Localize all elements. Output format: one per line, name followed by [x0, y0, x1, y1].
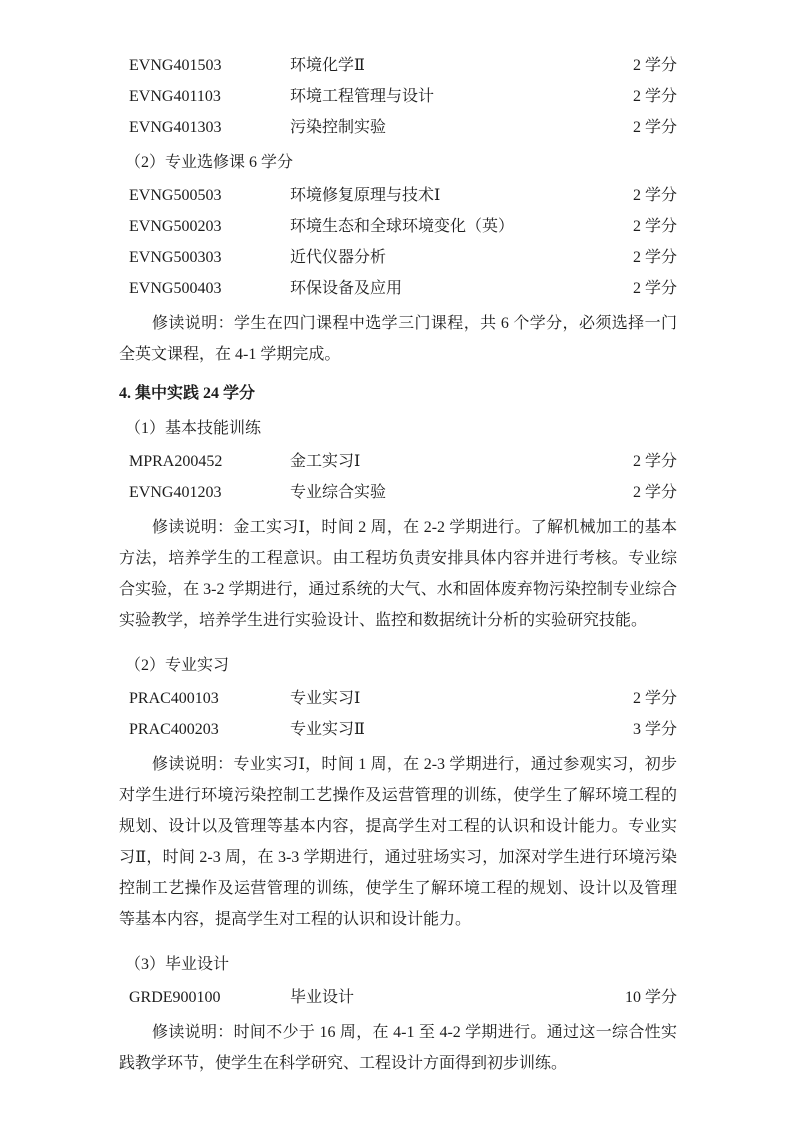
course-credits: 2 学分: [632, 249, 677, 266]
course-name: 环保设备及应用: [290, 280, 403, 297]
course-row: [119, 112, 677, 143]
course-code: EVNG500503: [129, 187, 222, 204]
course-name: 环境化学Ⅱ: [290, 57, 365, 74]
paragraph: 修读说明：金工实习Ⅰ，时间 2 周，在 2-2 学期进行。了解机械加工的基本方法，培养学生的工程意识。由工程坊负责安排具体内容并进行考核。专业综合实验，在 3-2 学期进行，通过系统的大气、水和固体废弃物污染控制专业综合实验教学，培养学生进行实验设计、监控和数据统计分析的实验研究技能。: [119, 519, 677, 629]
course-credits: 2 学分: [632, 218, 677, 235]
course-row: [119, 982, 677, 1013]
course-credits: 10 学分: [624, 989, 677, 1006]
course-row: [119, 683, 677, 714]
course-name: 环境工程管理与设计: [290, 88, 435, 105]
course-row: [119, 273, 677, 304]
course-code: MPRA200452: [129, 453, 223, 470]
course-name: 专业综合实验: [290, 484, 387, 501]
section-heading: 4. 集中实践 24 学分: [119, 385, 256, 402]
course-code: EVNG401503: [129, 57, 222, 74]
subsection-heading: （2）专业实习: [125, 657, 230, 674]
course-name: 环境生态和全球环境变化（英）: [290, 218, 515, 235]
course-row: [119, 180, 677, 211]
course-code: EVNG401103: [129, 88, 221, 105]
course-credits: 2 学分: [632, 119, 677, 136]
course-credits: 2 学分: [632, 88, 677, 105]
course-code: EVNG500403: [129, 280, 222, 297]
course-name: 近代仪器分析: [290, 249, 387, 266]
course-code: GRDE900100: [129, 989, 221, 1006]
course-credits: 2 学分: [632, 690, 677, 707]
paragraph: 修读说明：时间不少于 16 周，在 4-1 至 4-2 学期进行。通过这一综合性实践教学环节，使学生在科学研究、工程设计方面得到初步训练。: [119, 1024, 677, 1072]
subsection-heading: （1）基本技能训练: [125, 420, 262, 437]
course-credits: 2 学分: [632, 57, 677, 74]
document-content: [119, 50, 677, 1079]
course-code: EVNG401303: [129, 119, 222, 136]
course-row: [119, 242, 677, 273]
course-credits: 2 学分: [632, 484, 677, 501]
course-row: [119, 81, 677, 112]
course-row: [119, 477, 677, 508]
subsection-heading: （3）毕业设计: [125, 956, 230, 973]
course-code: EVNG401203: [129, 484, 222, 501]
course-name: 毕业设计: [290, 989, 355, 1006]
course-row: [119, 211, 677, 242]
course-credits: 3 学分: [632, 721, 677, 738]
course-name: 专业实习Ⅱ: [290, 721, 365, 738]
course-code: PRAC400103: [129, 690, 219, 707]
subsection-heading: （2）专业选修课 6 学分: [125, 154, 294, 171]
paragraph: 修读说明：学生在四门课程中选学三门课程，共 6 个学分，必须选择一门全英文课程，在 4-1 学期完成。: [119, 315, 677, 363]
course-name: 污染控制实验: [290, 119, 387, 136]
course-name: 专业实习Ⅰ: [290, 690, 361, 707]
course-name: 环境修复原理与技术Ⅰ: [290, 187, 441, 204]
course-credits: 2 学分: [632, 280, 677, 297]
course-code: EVNG500303: [129, 249, 222, 266]
course-code: PRAC400203: [129, 721, 219, 738]
paragraph: 修读说明：专业实习Ⅰ，时间 1 周，在 2-3 学期进行，通过参观实习，初步对学生进行环境污染控制工艺操作及运营管理的训练，使学生了解环境工程的规划、设计以及管理等基本内容，提高学生对工程的认识和设计能力。专业实习Ⅱ，时间 2-3 周，在 3-3 学期进行，通过驻场实习，加深对学生进行环境污染控制工艺操作及运营管理的训练，使学生了解环境工程的规划、设计以及管理等基本内容，提高学生对工程的认识和设计能力。: [119, 756, 677, 928]
course-row: [119, 446, 677, 477]
course-name: 金工实习Ⅰ: [290, 453, 361, 470]
course-code: EVNG500203: [129, 218, 222, 235]
course-row: [119, 50, 677, 81]
course-credits: 2 学分: [632, 187, 677, 204]
course-credits: 2 学分: [632, 453, 677, 470]
course-row: [119, 714, 677, 745]
